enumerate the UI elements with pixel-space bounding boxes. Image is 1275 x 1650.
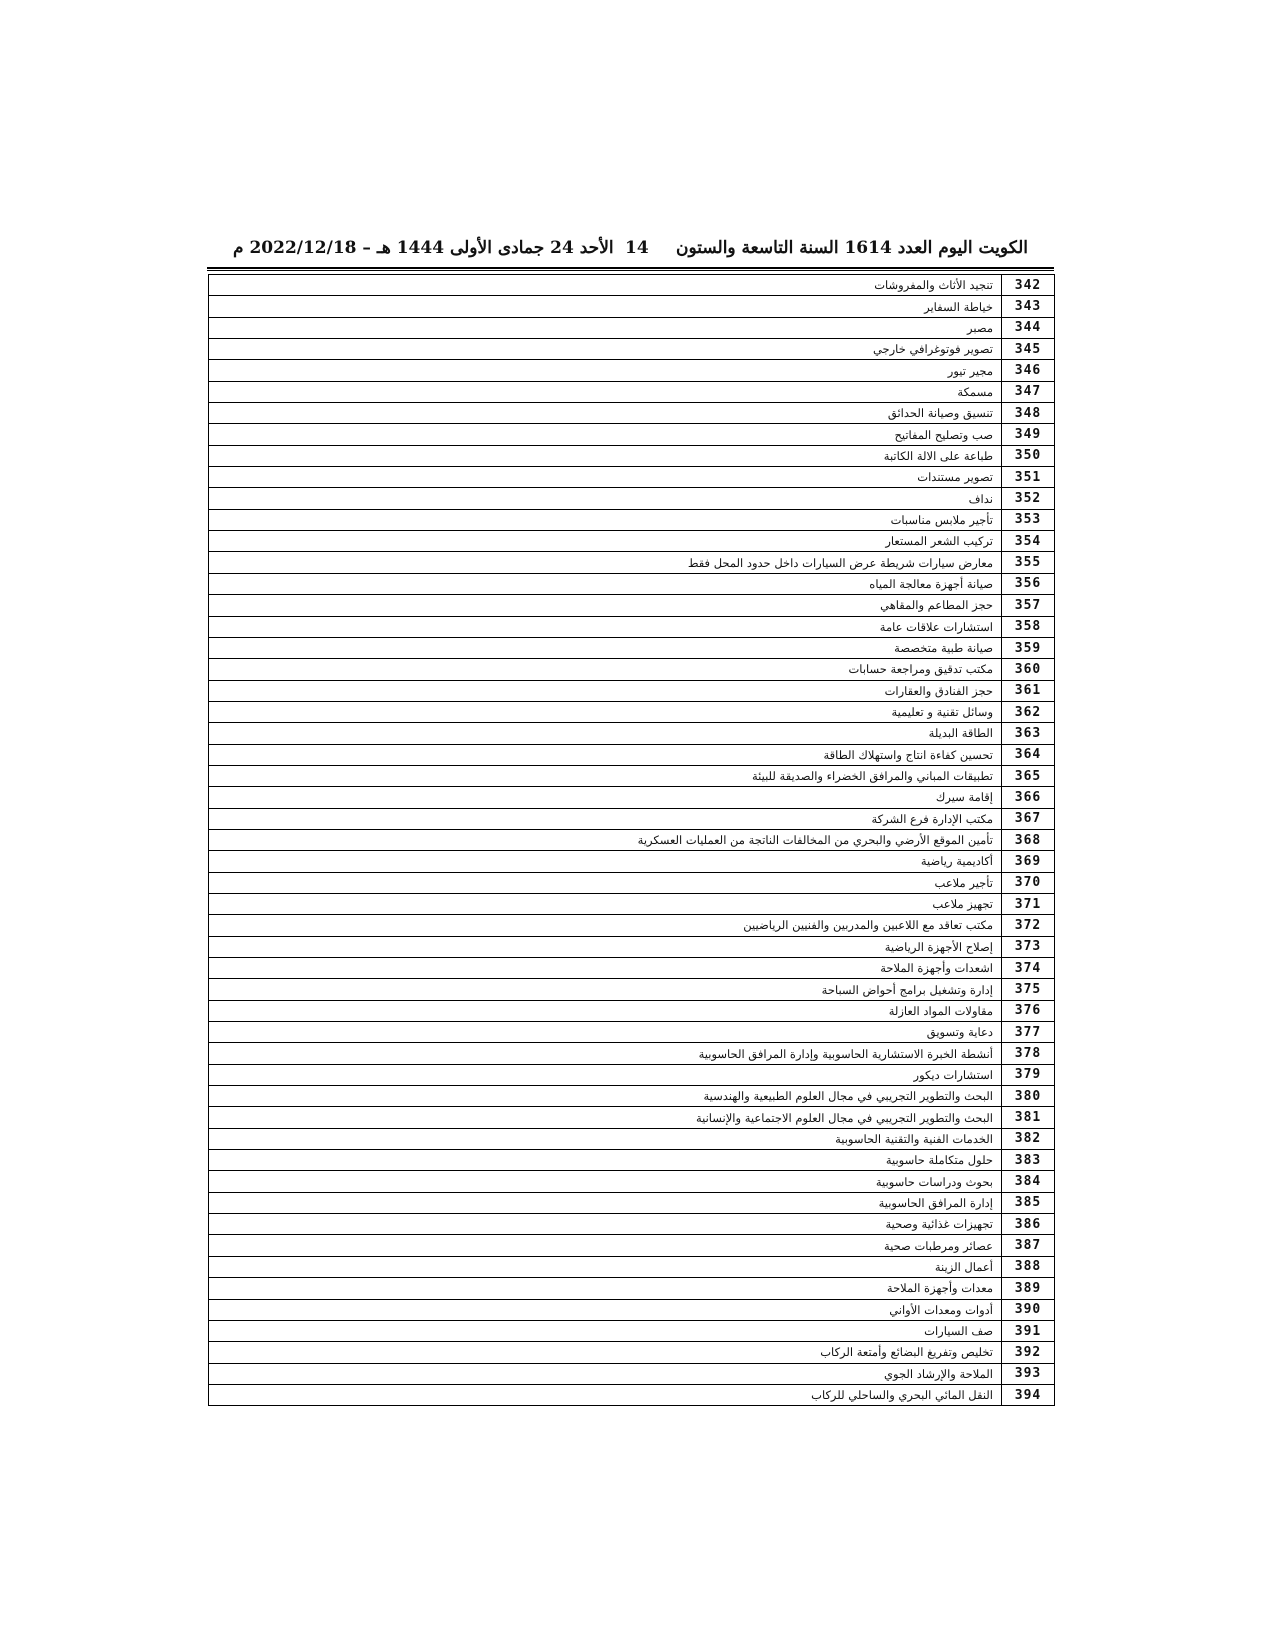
table-row <box>209 829 1055 850</box>
table-row <box>209 296 1055 317</box>
activity-number: 373 <box>1002 936 1055 957</box>
activity-number: 342 <box>1002 275 1055 296</box>
table-row <box>209 1086 1055 1107</box>
table-row <box>209 765 1055 786</box>
activity-number: 349 <box>1002 424 1055 445</box>
activity-name: عصائر ومرطبات صحية <box>209 1235 1002 1256</box>
activity-name: معارض سيارات شريطة عرض السيارات داخل حدود المحل فقط <box>209 552 1002 573</box>
activity-name: إدارة المرافق الحاسوبية <box>209 1192 1002 1213</box>
activity-name: تركيب الشعر المستعار <box>209 531 1002 552</box>
activity-name: تصوير مستندات <box>209 467 1002 488</box>
activity-name: مسمكة <box>209 381 1002 402</box>
activity-number: 386 <box>1002 1214 1055 1235</box>
table-row <box>209 1150 1055 1171</box>
activity-name: بحوث ودراسات حاسوبية <box>209 1171 1002 1192</box>
table-row <box>209 936 1055 957</box>
table-row <box>209 1278 1055 1299</box>
activity-name: الطاقة البديلة <box>209 723 1002 744</box>
activity-number: 380 <box>1002 1086 1055 1107</box>
activity-name: مجير تيور <box>209 360 1002 381</box>
table-row <box>209 1192 1055 1213</box>
activity-number: 392 <box>1002 1342 1055 1363</box>
table-row <box>209 1171 1055 1192</box>
activity-name: حجز المطاعم والمقاهي <box>209 595 1002 616</box>
activity-number: 394 <box>1002 1384 1055 1405</box>
activity-number: 345 <box>1002 339 1055 360</box>
activity-name: تأمين الموقع الأرضي والبحري من المخالفات الناتجة من العمليات العسكرية <box>209 829 1002 850</box>
activity-name: الخدمات الفنية والتقنية الحاسوبية <box>209 1128 1002 1149</box>
table-row <box>209 467 1055 488</box>
activity-number: 387 <box>1002 1235 1055 1256</box>
table-row <box>209 1363 1055 1384</box>
activity-name: الملاحة والإرشاد الجوي <box>209 1363 1002 1384</box>
table-row <box>209 360 1055 381</box>
activity-name: مكتب تعاقد مع اللاعبين والمدربين والفنيين الرياضيين <box>209 915 1002 936</box>
activity-number: 355 <box>1002 552 1055 573</box>
activity-name: تأجير ملاعب <box>209 872 1002 893</box>
activity-name: أكاديمية رياضية <box>209 851 1002 872</box>
activity-name: أنشطة الخبرة الاستشارية الحاسوبية وإدارة المرافق الحاسوبية <box>209 1043 1002 1064</box>
table-row <box>209 1000 1055 1021</box>
activity-name: أدوات ومعدات الأواني <box>209 1299 1002 1320</box>
activity-name: صيانة أجهزة معالجة المياه <box>209 573 1002 594</box>
activity-number: 352 <box>1002 488 1055 509</box>
activity-number: 375 <box>1002 979 1055 1000</box>
activity-name: صب وتصليح المفاتيح <box>209 424 1002 445</box>
activity-number: 364 <box>1002 744 1055 765</box>
activity-name: اشعدات وأجهزة الملاحة <box>209 958 1002 979</box>
table-row <box>209 1235 1055 1256</box>
table-row <box>209 1107 1055 1128</box>
activity-number: 389 <box>1002 1278 1055 1299</box>
activity-name: البحث والتطوير التجريبي في مجال العلوم الطبيعية والهندسية <box>209 1086 1002 1107</box>
activity-number: 363 <box>1002 723 1055 744</box>
activity-number: 357 <box>1002 595 1055 616</box>
table-row <box>209 573 1055 594</box>
activity-number: 358 <box>1002 616 1055 637</box>
table-row <box>209 1320 1055 1341</box>
activity-number: 369 <box>1002 851 1055 872</box>
table-row <box>209 317 1055 338</box>
table-row <box>209 680 1055 701</box>
table-row <box>209 424 1055 445</box>
table-row <box>209 1342 1055 1363</box>
activity-name: نداف <box>209 488 1002 509</box>
table-row <box>209 595 1055 616</box>
table-row <box>209 1022 1055 1043</box>
activity-name: معدات وأجهزة الملاحة <box>209 1278 1002 1299</box>
table-row <box>209 808 1055 829</box>
header-rule <box>207 267 1054 269</box>
activity-number: 354 <box>1002 531 1055 552</box>
activity-number: 372 <box>1002 915 1055 936</box>
activity-number: 382 <box>1002 1128 1055 1149</box>
activity-name: تطبيقات المباني والمرافق الخضراء والصديقة للبيئة <box>209 765 1002 786</box>
activity-name: تحسين كفاءة انتاج واستهلاك الطاقة <box>209 744 1002 765</box>
table-row <box>209 531 1055 552</box>
activity-name: إصلاح الأجهزة الرياضية <box>209 936 1002 957</box>
table-row <box>209 659 1055 680</box>
table-row <box>209 1299 1055 1320</box>
activity-name: استشارات علاقات عامة <box>209 616 1002 637</box>
table-row <box>209 637 1055 658</box>
activity-name: مكتب تدقيق ومراجعة حسابات <box>209 659 1002 680</box>
activity-name: تنسيق وصيانة الحدائق <box>209 403 1002 424</box>
table-row <box>209 1064 1055 1085</box>
activity-number: 350 <box>1002 445 1055 466</box>
activity-name: وسائل تقنية و تعليمية <box>209 701 1002 722</box>
activity-number: 366 <box>1002 787 1055 808</box>
table-row <box>209 723 1055 744</box>
table-row <box>209 787 1055 808</box>
table-row <box>209 1214 1055 1235</box>
activity-name: أعمال الزينة <box>209 1256 1002 1277</box>
activity-number: 371 <box>1002 893 1055 914</box>
activity-number: 377 <box>1002 1022 1055 1043</box>
activity-name: مصبر <box>209 317 1002 338</box>
table-row <box>209 958 1055 979</box>
activity-number: 374 <box>1002 958 1055 979</box>
table-row <box>209 915 1055 936</box>
activity-name: تنجيد الأثاث والمفروشات <box>209 275 1002 296</box>
activity-number: 393 <box>1002 1363 1055 1384</box>
activity-name: مقاولات المواد العازلة <box>209 1000 1002 1021</box>
activities-table-body <box>209 275 1055 1406</box>
table-row <box>209 1256 1055 1277</box>
activity-number: 381 <box>1002 1107 1055 1128</box>
activity-number: 356 <box>1002 573 1055 594</box>
activity-number: 391 <box>1002 1320 1055 1341</box>
activity-name: تجهيزات غذائية وصحية <box>209 1214 1002 1235</box>
activity-number: 390 <box>1002 1299 1055 1320</box>
activity-number: 383 <box>1002 1150 1055 1171</box>
table-row <box>209 1043 1055 1064</box>
activity-name: طباعة على الالة الكاتبة <box>209 445 1002 466</box>
activity-number: 379 <box>1002 1064 1055 1085</box>
issue-date: الأحد 24 جمادى الأولى 1444 هـ – 2022/12/18 م <box>233 238 614 258</box>
activity-name: مكتب الإدارة فرع الشركة <box>209 808 1002 829</box>
activity-name: إقامة سيرك <box>209 787 1002 808</box>
table-row <box>209 403 1055 424</box>
activity-number: 388 <box>1002 1256 1055 1277</box>
activity-name: تجهيز ملاعب <box>209 893 1002 914</box>
table-row <box>209 381 1055 402</box>
activity-name: تخليص وتفريغ البضائع وأمتعة الركاب <box>209 1342 1002 1363</box>
activity-number: 344 <box>1002 317 1055 338</box>
activity-number: 367 <box>1002 808 1055 829</box>
activity-name: البحث والتطوير التجريبي في مجال العلوم الاجتماعية والإنسانية <box>209 1107 1002 1128</box>
table-row <box>209 445 1055 466</box>
activity-name: استشارات ديكور <box>209 1064 1002 1085</box>
table-row <box>209 488 1055 509</box>
activity-name: حلول متكاملة حاسوبية <box>209 1150 1002 1171</box>
activity-number: 362 <box>1002 701 1055 722</box>
activity-name: إدارة وتشغيل برامج أحواض السباحة <box>209 979 1002 1000</box>
activity-name: النقل المائي البحري والساحلي للركاب <box>209 1384 1002 1405</box>
table-row <box>209 893 1055 914</box>
activity-name: صف السيارات <box>209 1320 1002 1341</box>
table-row <box>209 339 1055 360</box>
page-number: 14 <box>625 238 649 258</box>
activity-number: 361 <box>1002 680 1055 701</box>
activity-number: 347 <box>1002 381 1055 402</box>
activity-number: 370 <box>1002 872 1055 893</box>
table-row <box>209 552 1055 573</box>
page-header <box>233 238 1028 266</box>
header-rule-thin <box>207 270 1054 271</box>
activity-number: 384 <box>1002 1171 1055 1192</box>
activity-number: 348 <box>1002 403 1055 424</box>
activity-name: صيانة طبية متخصصة <box>209 637 1002 658</box>
activities-table <box>208 274 1055 1406</box>
activity-number: 385 <box>1002 1192 1055 1213</box>
activity-name: تصوير فوتوغرافي خارجي <box>209 339 1002 360</box>
table-row <box>209 872 1055 893</box>
activity-number: 351 <box>1002 467 1055 488</box>
activity-name: حجز الفنادق والعقارات <box>209 680 1002 701</box>
activity-number: 353 <box>1002 509 1055 530</box>
activity-number: 359 <box>1002 637 1055 658</box>
activity-name: خياطة السفاير <box>209 296 1002 317</box>
table-row <box>209 851 1055 872</box>
activity-number: 346 <box>1002 360 1055 381</box>
activity-number: 360 <box>1002 659 1055 680</box>
activity-number: 368 <box>1002 829 1055 850</box>
activity-name: تأجير ملابس مناسبات <box>209 509 1002 530</box>
activity-number: 378 <box>1002 1043 1055 1064</box>
table-row <box>209 509 1055 530</box>
table-row <box>209 1128 1055 1149</box>
table-row <box>209 1384 1055 1405</box>
table-row <box>209 979 1055 1000</box>
table-row <box>209 701 1055 722</box>
table-row <box>209 616 1055 637</box>
table-row <box>209 275 1055 296</box>
activity-number: 376 <box>1002 1000 1055 1021</box>
activity-number: 365 <box>1002 765 1055 786</box>
activity-number: 343 <box>1002 296 1055 317</box>
issue-info: الكويت اليوم العدد 1614 السنة التاسعة والستون <box>675 238 1028 258</box>
table-row <box>209 744 1055 765</box>
activity-name: دعاية وتسويق <box>209 1022 1002 1043</box>
